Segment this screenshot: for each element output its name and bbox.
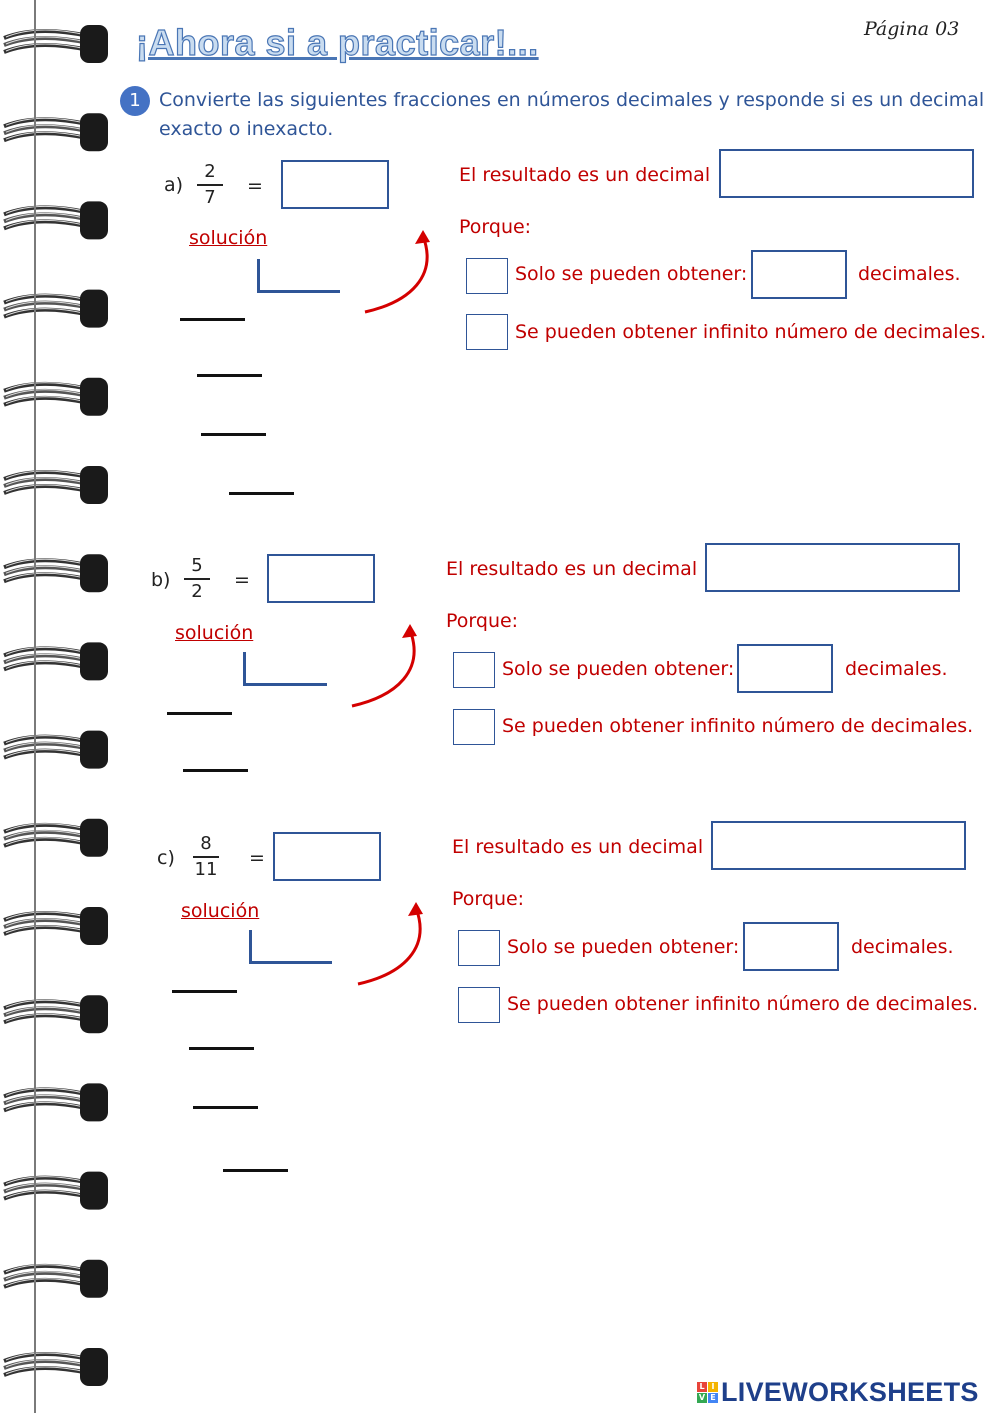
spiral-ring <box>4 113 108 151</box>
infinite-checkbox[interactable] <box>466 314 508 350</box>
spiral-ring <box>4 466 108 504</box>
spiral-ring <box>4 1348 108 1386</box>
division-line-input[interactable] <box>183 769 248 772</box>
logo-text: LIVEWORKSHEETS <box>721 1377 979 1407</box>
curved-arrow-icon <box>347 620 427 710</box>
logo-cube-icon <box>697 1382 718 1403</box>
equals-sign: = <box>249 847 265 869</box>
spiral-ring <box>4 554 108 592</box>
logo-letter: L <box>697 1382 707 1392</box>
infinite-option-label: Se pueden obtener infinito número de decimales. <box>507 993 979 1015</box>
division-bracket <box>243 652 327 686</box>
division-line-input[interactable] <box>189 1047 254 1050</box>
spiral-ring <box>4 1172 108 1210</box>
spiral-ring <box>4 25 108 63</box>
division-line-input[interactable] <box>167 712 232 715</box>
spiral-ring <box>4 290 108 328</box>
equals-sign: = <box>247 175 263 197</box>
exercise-letter: a) <box>164 174 184 196</box>
fraction-denominator: 7 <box>204 186 216 208</box>
division-bracket <box>257 259 340 293</box>
fraction-numerator: 5 <box>191 555 203 576</box>
fraction-bar <box>184 578 210 580</box>
division-line-input[interactable] <box>180 318 245 321</box>
curved-arrow-icon <box>353 898 433 988</box>
decimal-answer-input[interactable] <box>267 554 375 603</box>
decimal-answer-input[interactable] <box>281 160 389 209</box>
division-line-input[interactable] <box>193 1106 258 1109</box>
division-line-input[interactable] <box>197 374 262 377</box>
fraction-bar <box>197 184 223 186</box>
curved-arrow-icon <box>360 226 440 316</box>
logo-letter: V <box>698 1393 706 1402</box>
division-bracket <box>249 930 332 964</box>
fraction <box>189 833 223 881</box>
division-line-input[interactable] <box>229 492 294 495</box>
finite-option-label: Solo se pueden obtener: <box>502 658 735 680</box>
fraction-numerator: 8 <box>200 833 212 854</box>
spiral-ring <box>4 731 108 769</box>
finite-option-suffix: decimales. <box>858 263 961 285</box>
decimal-type-input[interactable] <box>711 821 966 870</box>
fraction <box>180 555 214 603</box>
finite-option-label: Solo se pueden obtener: <box>507 936 740 958</box>
page-title: ¡Ahora si a practicar!... <box>136 22 539 63</box>
question-number-badge: 1 <box>120 86 150 116</box>
finite-option-suffix: decimales. <box>851 936 954 958</box>
finite-option-label: Solo se pueden obtener: <box>515 263 748 285</box>
infinite-option-label: Se pueden obtener infinito número de decimales. <box>502 715 974 737</box>
fraction-bar <box>193 856 219 858</box>
finite-option-suffix: decimales. <box>845 658 948 680</box>
spiral-ring <box>4 819 108 857</box>
result-label: El resultado es un decimal <box>452 836 704 858</box>
decimal-count-input[interactable] <box>743 922 839 971</box>
finite-checkbox[interactable] <box>453 652 495 688</box>
division-line-input[interactable] <box>201 433 266 436</box>
spiral-ring <box>4 995 108 1033</box>
spiral-ring <box>4 907 108 945</box>
spiral-ring <box>4 378 108 416</box>
decimal-count-input[interactable] <box>751 250 847 299</box>
instruction-text: Convierte las siguientes fracciones en números decimales y responde si es un decimal exacto o inexacto. <box>159 89 985 140</box>
finite-checkbox[interactable] <box>458 930 500 966</box>
spiral-ring <box>4 642 108 680</box>
fraction-numerator: 2 <box>204 161 216 182</box>
because-label: Porque: <box>459 216 532 238</box>
exercise-letter: c) <box>157 847 175 869</box>
equals-sign: = <box>234 569 250 591</box>
exercise-letter: b) <box>151 569 171 591</box>
division-line-input[interactable] <box>172 990 237 993</box>
solution-label: solución <box>189 227 268 249</box>
infinite-checkbox[interactable] <box>453 709 495 745</box>
fraction <box>193 161 227 209</box>
spiral-ring <box>4 1083 108 1121</box>
because-label: Porque: <box>452 888 525 910</box>
result-label: El resultado es un decimal <box>459 164 711 186</box>
logo-letter: E <box>708 1393 718 1403</box>
infinite-option-label: Se pueden obtener infinito número de decimales. <box>515 321 987 343</box>
page-number: Página 03 <box>864 18 960 40</box>
spiral-ring <box>4 201 108 239</box>
fraction-denominator: 2 <box>191 580 203 602</box>
notebook-margin-line <box>34 0 36 1413</box>
because-label: Porque: <box>446 610 519 632</box>
decimal-answer-input[interactable] <box>273 832 381 881</box>
spiral-ring <box>4 1260 108 1298</box>
liveworksheets-logo <box>697 1377 979 1408</box>
infinite-checkbox[interactable] <box>458 987 500 1023</box>
decimal-count-input[interactable] <box>737 644 833 693</box>
logo-letter: I <box>708 1382 718 1392</box>
result-label: El resultado es un decimal <box>446 558 698 580</box>
finite-checkbox[interactable] <box>466 258 508 294</box>
division-line-input[interactable] <box>223 1169 288 1172</box>
solution-label: solución <box>181 900 260 922</box>
spiral-binding <box>0 0 115 1413</box>
decimal-type-input[interactable] <box>705 543 960 592</box>
solution-label: solución <box>175 622 254 644</box>
decimal-type-input[interactable] <box>719 149 974 198</box>
fraction-denominator: 11 <box>194 858 218 880</box>
